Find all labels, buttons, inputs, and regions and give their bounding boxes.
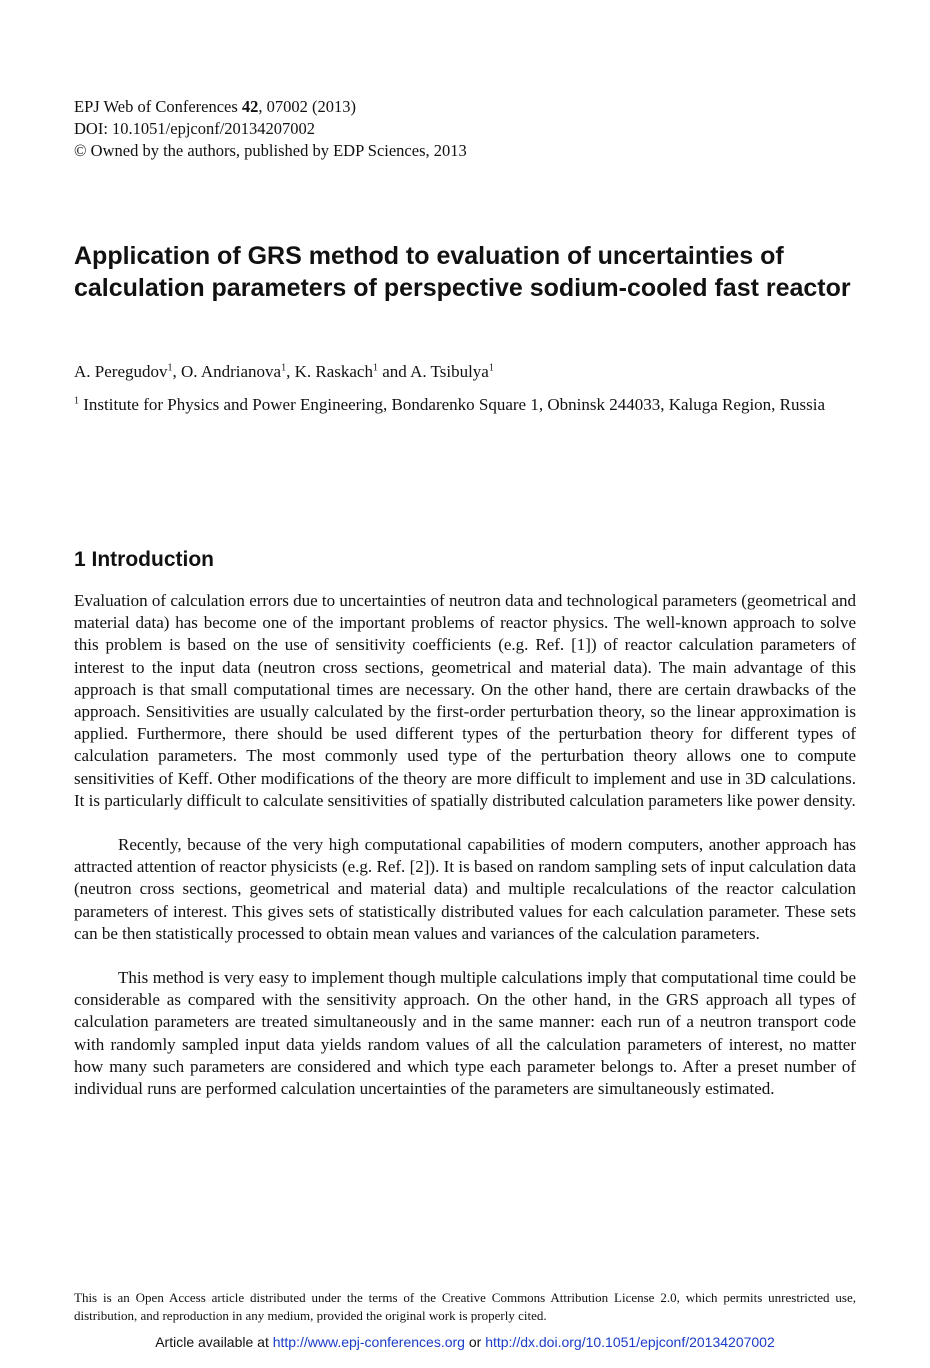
author-separator: and: [377, 362, 411, 381]
author-name: A. Peregudov: [74, 362, 168, 381]
affiliation-mark: 1: [281, 362, 287, 374]
section-heading: 1 Introduction: [74, 548, 214, 571]
author-name: O. Andrianova: [180, 362, 282, 381]
affiliation-mark: 1: [74, 395, 79, 407]
author-name: K. Raskach: [294, 362, 373, 381]
journal-prefix: EPJ Web of Conferences: [74, 97, 242, 116]
affiliation-text: Institute for Physics and Power Engineering, Bondarenko Square 1, Obninsk 244033, Kaluga Region, Russia: [79, 395, 826, 414]
copyright-line: © Owned by the authors, published by EDP Sciences, 2013: [74, 141, 467, 160]
affiliation: [74, 394, 864, 416]
body-paragraph: Recently, because of the very high computational capabilities of modern computers, another approach has attracted attention of reactor physicists (e.g. Ref. [2]). It is based on random sampling sets of input calculation data (neutron cross sections, geometrical and material data) and multiple recalculations of the reactor calculation parameters of interest. This gives sets of statistically distributed values for each calculation parameter. These sets can be then statistically processed to obtain mean values and variances of the calculation parameters.: [74, 835, 856, 943]
journal-citation: [74, 96, 467, 118]
author-name: A. Tsibulya: [410, 362, 489, 381]
journal-suffix: , 07002 (2013): [258, 97, 357, 116]
availability-or: or: [464, 1334, 486, 1350]
author-list: [74, 361, 494, 383]
author-separator: ,: [172, 362, 181, 381]
affiliation-mark: 1: [488, 362, 494, 374]
epj-conferences-link[interactable]: http://www.epj-conferences.org: [272, 1334, 465, 1350]
body-paragraph: This method is very easy to implement though multiple calculations imply that computational time could be considerable as compared with the sensitivity approach. On the other hand, in the GRS approach all types of calculation parameters are treated simultaneously and in the same manner: each run of a neutron transport code with randomly sampled input data yields random values of all the calculation parameters of interest, no matter how many such parameters are considered and which type each parameter belongs to. After a preset number of individual runs are performed calculation uncertainties of the parameters are simultaneously estimated.: [74, 968, 856, 1099]
doi-link[interactable]: http://dx.doi.org/10.1051/epjconf/20134207002: [485, 1334, 775, 1350]
availability-prefix: Article available at: [155, 1334, 273, 1350]
license-notice: This is an Open Access article distributed under the terms of the Creative Commons Attribution License 2.0, which permits unrestricted use, distribution, and reproduction in any medium, provided the original work is properly cited.: [74, 1290, 856, 1323]
section-body: [74, 590, 856, 1122]
paper-title: Application of GRS method to evaluation of uncertainties of calculation parameters of perspective sodium-cooled fast reactor: [74, 242, 851, 302]
affiliation-mark: 1: [372, 362, 378, 374]
body-paragraph: Evaluation of calculation errors due to uncertainties of neutron data and technological parameters (geometrical and material data) has become one of the important problems of reactor physics. The well-known approach to solve this problem is based on the use of sensitivity coefficients (e.g. Ref. [1]) of reactor calculation parameters of interest to the input data (neutron cross sections, geometrical and material data). The main advantage of this approach is that small computational times are necessary. On the other hand, there are certain drawbacks of the approach. Sensitivities are usually calculated by the first-order perturbation theory, so the linear approximation is applied. Furthermore, there should be used different types of the perturbation theory for different types of calculation parameters. The most commonly used type of the perturbation theory allows one to compute sensitivities of Keff. Other modifications of the theory are more difficult to implement and use in 3D calculations. It is particularly difficult to calculate sensitivities of spatially distributed calculation parameters like power density.: [74, 591, 856, 810]
doi-line: DOI: 10.1051/epjconf/20134207002: [74, 119, 316, 138]
author-separator: ,: [286, 362, 295, 381]
affiliation-mark: 1: [167, 362, 173, 374]
article-availability: [0, 1334, 930, 1350]
journal-header: [74, 96, 467, 162]
journal-volume: 42: [241, 97, 259, 116]
